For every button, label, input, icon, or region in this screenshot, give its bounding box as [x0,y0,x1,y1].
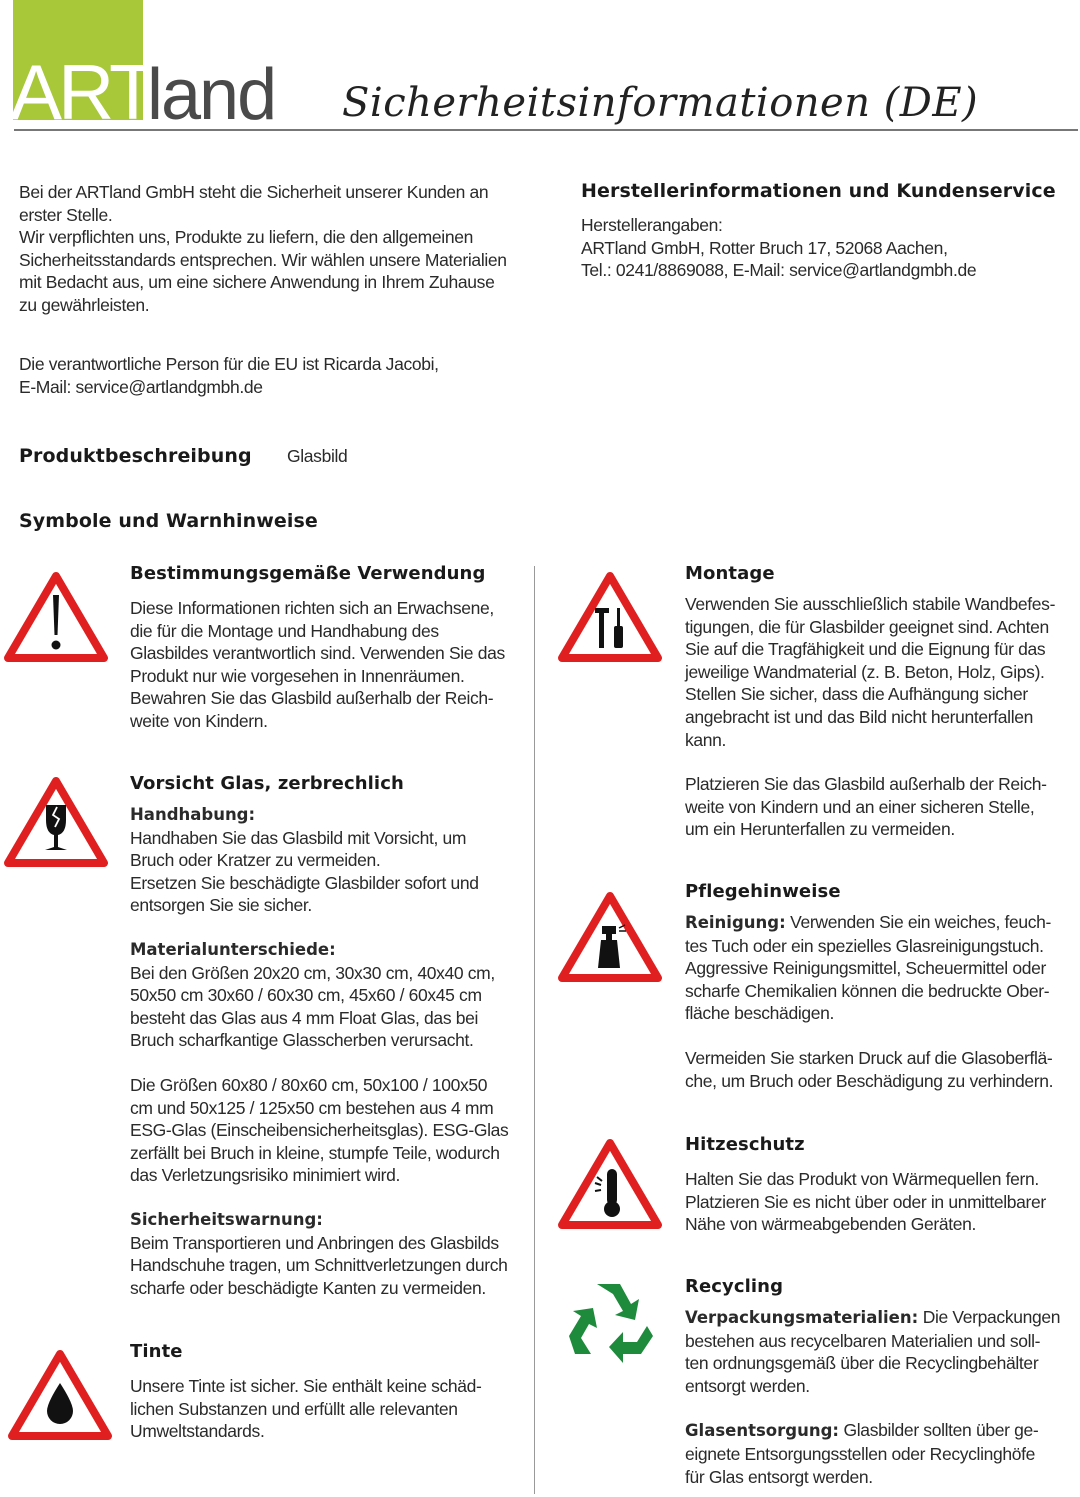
section-text: Die Größen 60x80 / 80x60 cm, 50x100 / 100x50 cm und 50x125 / 125x50 cm bestehen aus 4 mm ESG-Glas (Einscheibensicherheitsglas). ESG-Glas zerfällt bei Bruch in kleine, stumpfe Teile, wodurch das Verletzungsrisiko minimiert wird. [130,1074,509,1186]
subheading: Glasentsorgung: [685,1421,839,1441]
subheading: Verpackungsmaterialien: [685,1308,919,1327]
section-text: Diese Informationen richten sich an Erwachsene, die für die Montage und Handhabung des Glasbildes verantwortlich sind. Verwenden Sie das Produkt nur wie vorgesehen in Innenräumen. Bewahren Sie das Glasbild außerhalb der Reich- weite von Kindern. [130,598,505,731]
subheading: Handhabung: [130,805,256,824]
section-title: Hitzeschutz [685,1134,805,1155]
eu-responsible-text: Die verantwortliche Person für die EU ist Ricarda Jacobi, E-Mail: service@artlandgmbh.de [19,354,439,397]
section-recycling [685,1276,1075,1488]
section-text: Verwenden Sie ein weiches, feuch- tes Tuch oder ein spezielles Glasreinigungstuch. Aggressive Reinigungsmittel, Scheuermittel oder scharfe Chemikalien können die bedruckte Ober- fläche beschädigen. [685,912,1052,1024]
fragile-glass-icon [3,775,109,871]
warning-exclamation-icon [3,570,109,666]
section-title: Bestimmungsgemäße Verwendung [130,563,486,584]
tools-icon [557,570,663,666]
section-text: Vermeiden Sie starken Druck auf die Glasoberflä- che, um Bruch oder Beschädigung zu verhindern. [685,1047,1054,1091]
section-text: Handhaben Sie das Glasbild mit Vorsicht, um Bruch oder Kratzer zu vermeiden. Ersetzen Sie beschädigte Glasbilder sofort und entsorgen Sie sie sicher. [130,827,479,916]
section-fragile-glass [130,773,530,1299]
artland-logo [10,0,275,135]
manufacturer-heading: Herstellerinformationen und Kundenservice [581,180,1056,202]
section-text: Halten Sie das Produkt von Wärmequellen fern. Platzieren Sie es nicht über oder in unmittelbarer Nähe von wärmeabgebenden Geräten. [685,1169,1046,1235]
section-text: Unsere Tinte ist sicher. Sie enthält keine schäd- lichen Substanzen und erfüllt alle relevanten Umweltstandards. [130,1376,482,1442]
manufacturer-info: Herstellerangaben: ARTland GmbH, Rotter Bruch 17, 52068 Aachen, Tel.: 0241/8869088, E-Mail: service@artlandgmbh.de [581,215,977,281]
section-text: Glasbilder sollten über ge- eignete Entsorgungsstellen oder Recyclinghöfe für Glas entsorgt werden. [685,1420,1039,1487]
subheading: Reinigung: [685,913,786,932]
page-title: Sicherheitsinformationen (DE) [342,80,979,126]
section-text: Bei den Größen 20x20 cm, 30x30 cm, 40x40 cm, 50x50 cm 30x60 / 60x30 cm, 45x60 / 60x45 cm besteht das Glas aus 4 mm Float Glas, das bei Bruch scharfkantige Glasscherben verursacht. [130,962,495,1051]
spray-bottle-icon [557,890,663,986]
symbols-heading: Symbole und Warnhinweise [19,510,318,532]
thermometer-icon [557,1137,663,1233]
recycling-icon [565,1278,657,1366]
section-title: Vorsicht Glas, zerbrechlich [130,773,404,794]
section-mounting [685,563,1075,841]
svg-text:land: land [147,55,276,135]
product-value: Glasbild [287,446,348,466]
svg-text:ART: ART [10,48,153,135]
section-title: Recycling [685,1276,784,1297]
intro-text: Bei der ARTland GmbH steht die Sicherheit unserer Kunden an erster Stelle. Wir verpflichten uns, Produkte zu liefern, die den allgemeinen Sicherheitsstandards entsprechen. Wir wählen unsere Materialien mit Bedacht aus, um eine sichere Anwendung in Ihrem Zuhause zu gewährleisten. [19,182,507,315]
subheading: Sicherheitswarnung: [130,1209,323,1229]
section-ink [130,1341,530,1443]
section-intended-use [130,563,530,733]
section-text: Die Verpackungen bestehen aus recycelbaren Materialien und soll- ten ordnungsgemäß über die Recyclingbehälter entsorgt werden. [685,1307,1061,1396]
section-title: Tinte [130,1341,183,1362]
section-text: Beim Transportieren und Anbringen des Glasbilds Handschuhe tragen, um Schnittverletzungen durch scharfe oder beschädigte Kanten zu vermeiden. [130,1232,508,1298]
ink-drop-icon [7,1348,113,1444]
section-title: Pflegehinweise [685,881,841,902]
section-heat [685,1134,1075,1236]
section-text: Platzieren Sie das Glasbild außerhalb der Reich- weite von Kindern und an einer sicheren Stelle, um ein Herunterfallen zu vermeiden. [685,774,1047,840]
section-care [685,881,1075,1092]
section-title: Montage [685,563,775,584]
column-divider [534,566,535,1494]
product-label: Produktbeschreibung [19,445,252,467]
section-text: Verwenden Sie ausschließlich stabile Wandbefes- tigungen, die für Glasbilder geeignet sind. Achten Sie auf die Tragfähigkeit und die Eignung für das jeweilige Wandmaterial (z. B. Beton, Holz, Gips). Stellen Sie sicher, dass die Aufhängung sicher angebracht ist und das Bild nicht herunterfallen kann. [685,594,1056,750]
subheading: Materialunterschiede: [130,939,336,959]
